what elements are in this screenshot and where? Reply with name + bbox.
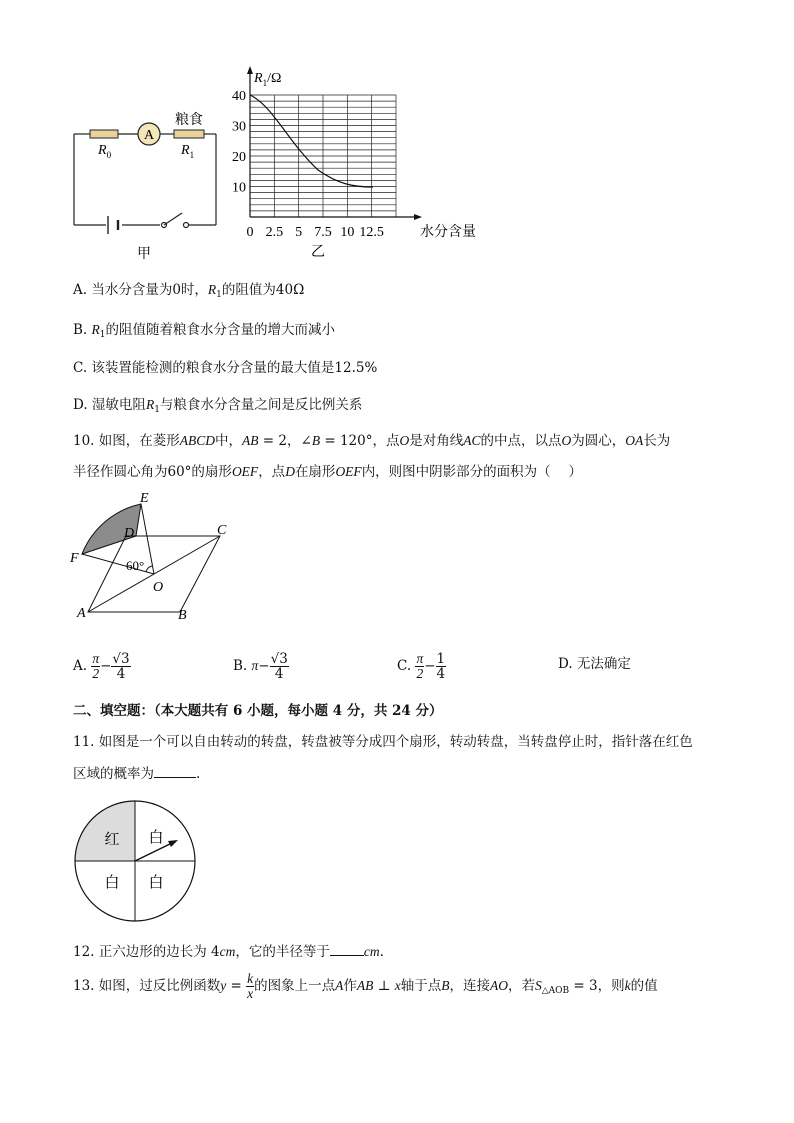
option-d-text: D. 湿敏电阻 <box>73 397 146 413</box>
q9-option-b <box>73 320 335 345</box>
option-a-text-end: 的阻值为40Ω <box>221 282 305 298</box>
r1-resistor <box>174 130 204 138</box>
r1-label: $R_1$ <box>181 143 195 160</box>
label-f: F <box>70 551 79 566</box>
q9-option-c <box>73 358 377 378</box>
spinner-figure <box>70 796 200 926</box>
r0-resistor <box>90 130 118 138</box>
resistance-graph <box>228 62 476 262</box>
option-d-text-end: 与粮食水分含量之间是反比例关系 <box>159 397 363 413</box>
label-d: D <box>124 526 135 541</box>
r0-label: $R_0$ <box>98 143 112 160</box>
label-c: C <box>217 523 227 538</box>
label-b: B <box>178 608 187 623</box>
q12: 12. 正六边形的边长为 4cm，它的半径等于 cm. <box>73 941 384 962</box>
option-a-text: A. 当水分含量为0时， <box>73 282 208 298</box>
circuit-caption: 甲 <box>137 246 151 262</box>
r1-symbol: R <box>207 282 217 297</box>
q11-line-1: 11. 如图是一个可以自由转动的转盘，转盘被等分成四个扇形，转动转盘，当转盘停止时，指针落在红色 <box>73 734 693 750</box>
graph-caption: 乙 <box>311 244 325 260</box>
label-o: O <box>153 580 164 595</box>
x-tick-label: 0 <box>246 225 254 240</box>
y-tick-label: 20 <box>232 150 246 165</box>
q10-option-a: A. $\frac{\pi}{2}$ − $\frac{√3}{4}$ <box>73 651 130 682</box>
option-b-text: 的阻值随着粮食水分含量的增大而减小 <box>105 322 335 338</box>
r1-symbol: R <box>145 397 155 412</box>
rhombus-sector-figure <box>66 490 246 625</box>
q10-line-1: 10. 如图，在菱形ABCD中，AB = 2，∠B = 120°，点O是对角线AC的中点，以点O为圆心，OA长为 <box>73 433 671 449</box>
grain-label: 粮食 <box>175 112 203 128</box>
answer-blank[interactable] <box>330 941 364 956</box>
q11-line-2: 区域的概率为 . <box>73 763 200 784</box>
x-axis-label: 水分含量 <box>420 224 476 240</box>
y-tick-label: 30 <box>232 119 246 135</box>
sector-white-label: 白 <box>104 873 120 891</box>
q10-line-2: 半径作圆心角为60°的扇形OEF，点D在扇形OEF内，则图中阴影部分的面积为（ ） <box>73 464 582 480</box>
q9-option-d <box>73 395 362 420</box>
x-tick-label: 10 <box>340 225 355 240</box>
q9-option-a <box>73 280 304 305</box>
y-tick-label: 10 <box>232 180 246 196</box>
sector-white-label: 白 <box>148 828 164 846</box>
q10-option-b: B. π− $\frac{√3}{4}$ <box>233 651 288 682</box>
y-tick-label: 40 <box>232 89 246 104</box>
sector-white-label: 白 <box>148 873 164 891</box>
r1-symbol: R <box>91 322 100 337</box>
label-e: E <box>140 491 149 506</box>
r1-subscript: 1 <box>99 330 106 340</box>
x-tick-label: 2.5 <box>265 225 284 240</box>
ammeter-label: A <box>143 128 155 143</box>
q10-option-c: C. $\frac{\pi}{2}$ − $\frac{1}{4}$ <box>397 651 446 682</box>
section-title: 二、填空题：（本大题共有 6 小题，每小题 4 分，共 24 分） <box>73 703 443 719</box>
option-c-text: C. 该装置能检测的粮食水分含量的最大值是12.5% <box>73 360 378 376</box>
angle-label: 60° <box>126 558 145 573</box>
resistance-curve <box>250 95 373 187</box>
label-a: A <box>77 606 86 621</box>
answer-blank[interactable] <box>154 763 196 778</box>
y-axis-label: $R_1/\Omega$ <box>254 71 282 88</box>
sector-red-label: 红 <box>104 830 120 848</box>
q10-option-d: D. 无法确定 <box>558 656 631 672</box>
x-tick-label: 12.5 <box>359 225 384 240</box>
q13: 13. 如图，过反比例函数y = $\frac{k}{x}$ 的图象上一点A作AB ⊥ x轴于点B，连接AO，若$S_{\triangle AOB} = 3$，则k的值 <box>73 971 658 1001</box>
r1-subscript: 1 <box>216 290 222 300</box>
circuit-diagram <box>62 100 232 260</box>
r1-subscript: 1 <box>154 405 160 415</box>
x-tick-label: 5 <box>295 225 303 240</box>
option-b-label: B. <box>73 322 92 338</box>
x-tick-label: 7.5 <box>314 225 332 240</box>
